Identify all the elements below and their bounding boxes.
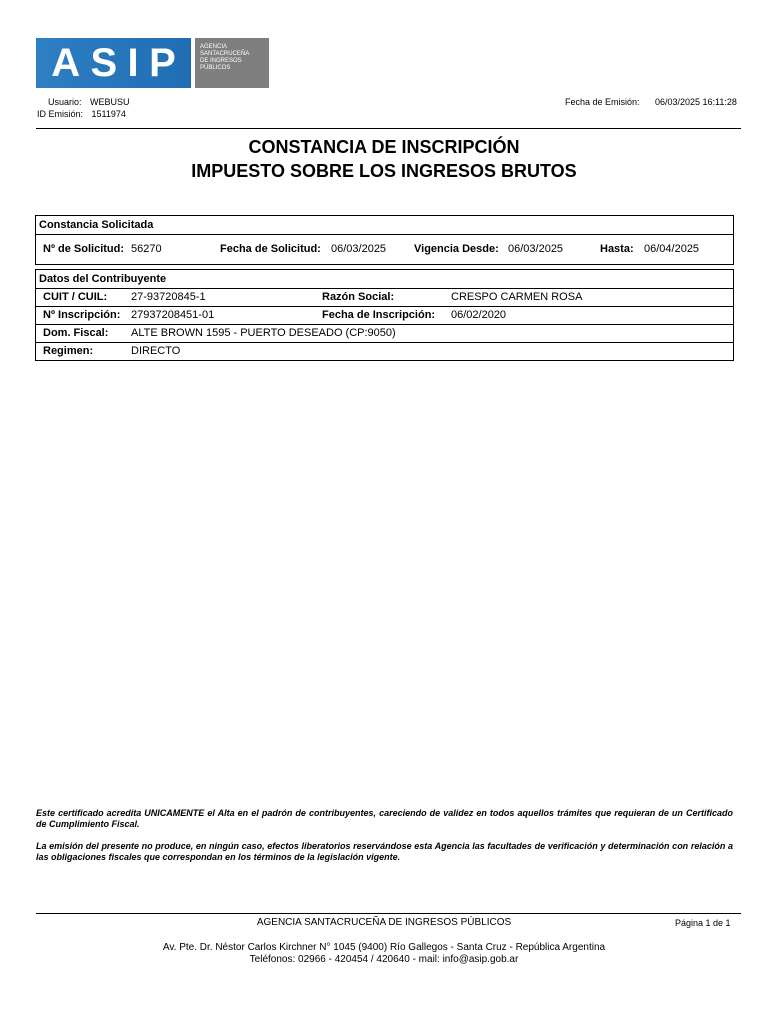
hasta-value: 06/04/2025 xyxy=(644,243,700,255)
dom-fiscal-value: ALTE BROWN 1595 - PUERTO DESEADO (CP:9050) xyxy=(131,327,396,339)
cuit-value: 27-93720845-1 xyxy=(131,291,206,303)
razon-social-value: CRESPO CARMEN ROSA xyxy=(451,291,583,303)
document-subtitle: IMPUESTO SOBRE LOS INGRESOS BRUTOS xyxy=(191,161,577,181)
usuario-value: WEBUSU xyxy=(90,97,130,107)
nro-solicitud-value: 56270 xyxy=(131,243,162,255)
logo-agency-text xyxy=(195,38,269,88)
contribuyente-heading: Datos del Contribuyente xyxy=(39,273,167,285)
constancia-detail-row xyxy=(36,235,733,264)
hasta-label: Hasta: xyxy=(600,243,634,255)
header-divider xyxy=(36,128,741,129)
logo-letter: S xyxy=(90,41,118,85)
dom-fiscal-label: Dom. Fiscal: xyxy=(43,327,109,339)
nro-solicitud-label: Nº de Solicitud: xyxy=(43,243,125,255)
usuario-label: Usuario: xyxy=(48,97,82,107)
fecha-inscripcion-value: 06/02/2020 xyxy=(451,309,507,321)
id-emision-line xyxy=(37,108,126,120)
footer-contact: Teléfonos: 02966 - 420454 / 420640 - mail: info@asip.gob.ar xyxy=(249,954,519,965)
logo-agency-line: SANTACRUCEÑA xyxy=(200,51,250,57)
regimen-label: Regimen: xyxy=(43,345,94,357)
logo-agency-line: DE INGRESOS xyxy=(200,58,242,64)
vigencia-desde-value: 06/03/2025 xyxy=(508,243,564,255)
footer-divider xyxy=(36,913,741,914)
legal-paragraph-1: Este certificado acredita UNICAMENTE el Alta en el padrón de contribuyentes, careciendo de validez en todos aquellos trámites que requieran de un Certificado de Cumplimiento Fiscal. xyxy=(36,808,733,829)
id-emision-value: 1511974 xyxy=(91,109,126,119)
contribuyente-box xyxy=(35,269,734,361)
regimen-value: DIRECTO xyxy=(131,345,181,357)
logo-letter: P xyxy=(149,41,176,85)
logo-letter: I xyxy=(127,41,139,85)
fecha-emision-value: 06/03/2025 16:11:28 xyxy=(655,97,737,107)
logo-agency-line: PÚBLICOS xyxy=(200,65,231,71)
footer-agency: AGENCIA SANTACRUCEÑA DE INGRESOS PÚBLICOS xyxy=(256,917,512,928)
constancia-heading: Constancia Solicitada xyxy=(39,219,154,231)
inscripcion-label: Nº Inscripción: xyxy=(43,309,121,321)
contribuyente-heading-row xyxy=(36,270,733,289)
constancia-box xyxy=(35,215,734,265)
footer-address: Av. Pte. Dr. Néstor Carlos Kirchner N° 1045 (9400) Río Gallegos - Santa Cruz - República Argentina xyxy=(162,942,606,953)
fecha-inscripcion-label: Fecha de Inscripción: xyxy=(322,309,436,321)
fecha-solicitud-label: Fecha de Solicitud: xyxy=(220,243,321,255)
cuit-row xyxy=(36,288,733,307)
asip-logo xyxy=(36,38,191,88)
inscripcion-value: 27937208451-01 xyxy=(131,309,215,321)
inscripcion-row xyxy=(36,306,733,325)
fecha-solicitud-value: 06/03/2025 xyxy=(331,243,387,255)
usuario-line xyxy=(48,96,130,108)
logo-letter: A xyxy=(51,41,81,85)
document-title: CONSTANCIA DE INSCRIPCIÓN xyxy=(248,137,520,157)
page-number: Página 1 de 1 xyxy=(675,918,731,928)
razon-social-label: Razón Social: xyxy=(322,291,395,303)
vigencia-desde-label: Vigencia Desde: xyxy=(414,243,499,255)
fecha-emision-label: Fecha de Emisión: xyxy=(565,97,640,107)
cuit-label: CUIT / CUIL: xyxy=(43,291,108,303)
domicilio-row xyxy=(36,324,733,343)
legal-paragraph-2: La emisión del presente no produce, en ningún caso, efectos liberatorios reservándose esta Agencia las facultades de verificación y determinación con relación a las obligaciones fiscales que correspondan en los términos de la legislación vigente. xyxy=(36,841,733,862)
logo-agency-line: AGENCIA xyxy=(200,44,228,50)
regimen-row xyxy=(36,342,733,360)
constancia-heading-row xyxy=(36,216,733,235)
id-emision-label: ID Emisión: xyxy=(37,109,84,119)
